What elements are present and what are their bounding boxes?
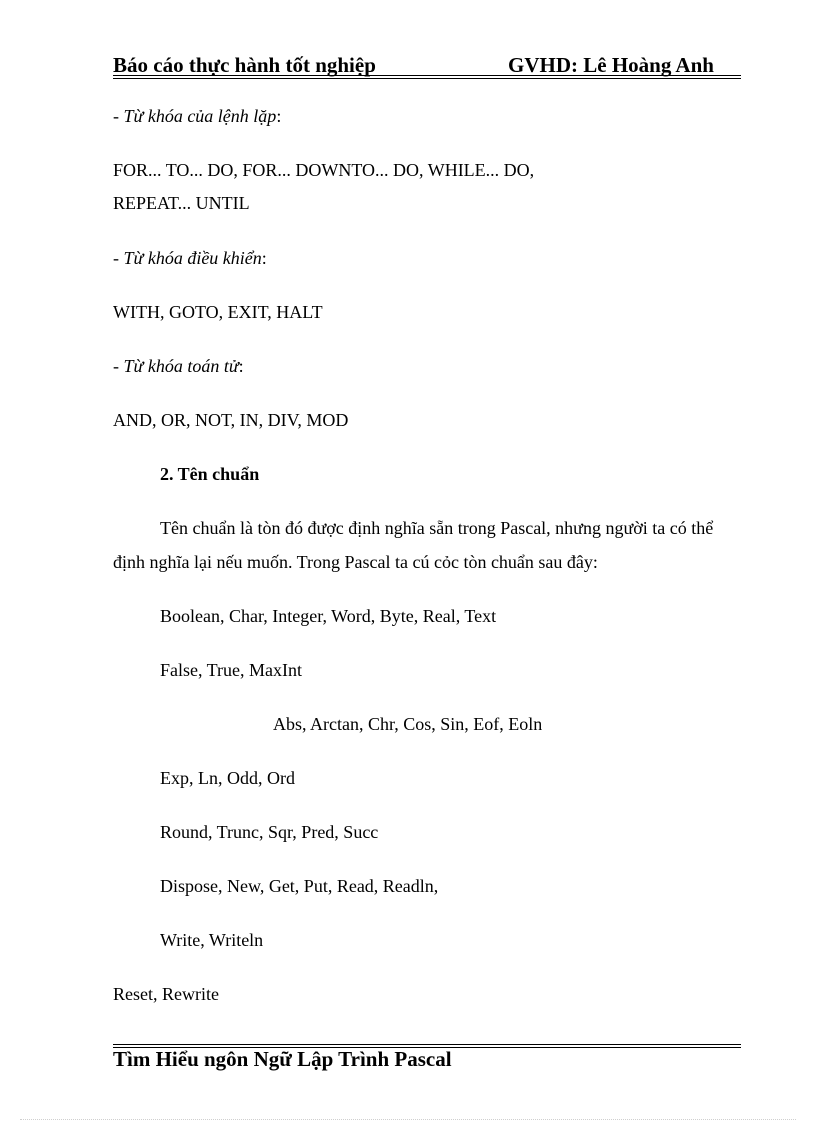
page-bottom-dotted-border — [20, 1119, 796, 1120]
standard-names-line-4: Exp, Ln, Odd, Ord — [160, 768, 295, 788]
header-rule-top — [113, 75, 741, 76]
loop-keywords-heading — [113, 105, 281, 127]
operator-keywords: AND, OR, NOT, IN, DIV, MOD — [113, 410, 349, 430]
colon: : — [238, 356, 244, 376]
standard-names-line-1: Boolean, Char, Integer, Word, Byte, Real, Text — [160, 606, 497, 626]
control-keywords-heading — [113, 247, 267, 269]
standard-names-line-3: Abs, Arctan, Chr, Cos, Sin, Eof, Eoln — [273, 714, 543, 734]
standard-names-line-2: False, True, MaxInt — [160, 660, 303, 680]
paragraph-line-2: định nghĩa lại nếu muốn. Trong Pascal ta cú cỏc tòn chuẩn sau đây: — [113, 552, 598, 572]
control-keywords: WITH, GOTO, EXIT, HALT — [113, 302, 323, 322]
loop-keywords-line1: FOR... TO... DO, FOR... DOWNTO... DO, WHILE... DO, — [113, 160, 535, 180]
heading-text: Từ khóa điều khiển — [123, 248, 262, 268]
colon: : — [276, 106, 282, 126]
standard-names-line-5: Round, Trunc, Sqr, Pred, Succ — [160, 822, 379, 842]
loop-keywords-line2: REPEAT... UNTIL — [113, 193, 250, 213]
footer-rule-top — [113, 1044, 741, 1045]
standard-names-line-7: Write, Writeln — [160, 930, 264, 950]
operator-keywords-heading — [113, 355, 244, 377]
dash: - — [113, 356, 124, 376]
dash: - — [113, 248, 124, 268]
footer-title: Tìm Hiểu ngôn Ngữ Lập Trình Pascal — [113, 1047, 452, 1071]
section-title: 2. Tên chuẩn — [160, 464, 260, 484]
header-instructor: GVHD: Lê Hoàng Anh — [508, 53, 714, 77]
header-rule-bottom — [113, 78, 741, 79]
colon: : — [261, 248, 267, 268]
standard-names-line-6: Dispose, New, Get, Put, Read, Readln, — [160, 876, 439, 896]
header-report-title: Báo cáo thực hành tốt nghiệp — [113, 53, 376, 77]
heading-text: Từ khóa toán tử — [123, 356, 239, 376]
paragraph-line-1: Tên chuẩn là tòn đó được định nghĩa sẵn trong Pascal, nhưng người ta có thể — [160, 518, 714, 538]
heading-text: Từ khóa của lệnh lặp — [123, 106, 277, 126]
dash: - — [113, 106, 124, 126]
standard-names-line-8: Reset, Rewrite — [113, 984, 219, 1004]
